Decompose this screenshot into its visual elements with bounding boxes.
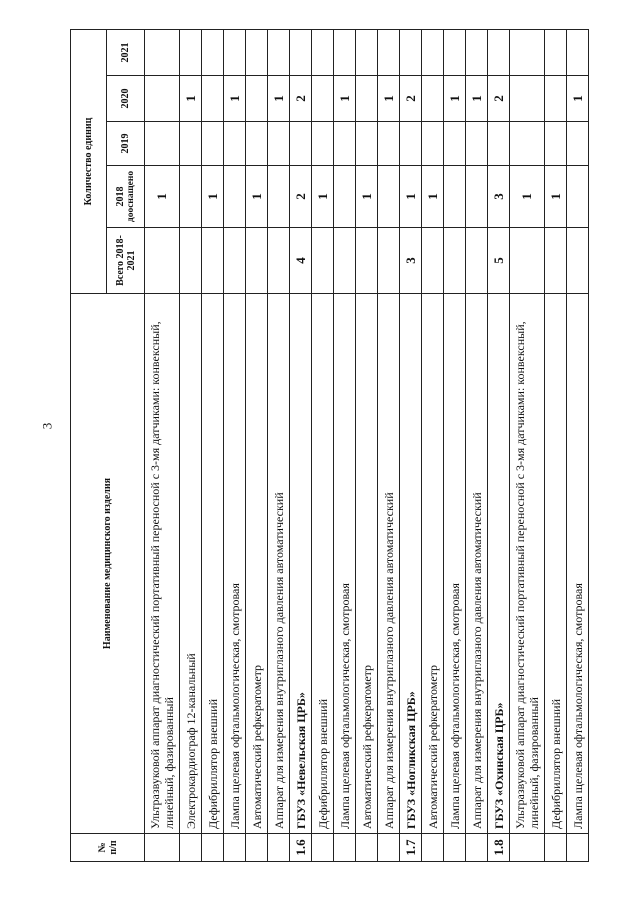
cell-y2021 <box>268 30 290 76</box>
cell-no <box>444 834 466 862</box>
cell-no <box>202 834 224 862</box>
cell-name: ГБУЗ «Невельская ЦРБ» <box>290 294 312 834</box>
cell-total: 5 <box>488 228 510 294</box>
cell-y2020: 1 <box>180 76 202 122</box>
cell-total <box>378 228 400 294</box>
cell-name: Лампа щелевая офтальмологическая, смотровая <box>334 294 356 834</box>
cell-name: Автоматический рефкератометр <box>246 294 268 834</box>
header-2020: 2020 <box>107 76 145 122</box>
cell-y2018 <box>567 166 589 228</box>
cell-y2020 <box>510 76 545 122</box>
cell-total <box>444 228 466 294</box>
cell-y2019 <box>356 122 378 166</box>
cell-y2020: 1 <box>466 76 488 122</box>
header-2018-sub: дооснащено <box>125 170 136 223</box>
cell-y2019 <box>545 122 567 166</box>
cell-y2021 <box>422 30 444 76</box>
table-row <box>268 30 290 862</box>
table-header <box>71 30 145 862</box>
cell-name: Автоматический рефкератометр <box>422 294 444 834</box>
cell-y2020 <box>545 76 567 122</box>
cell-total <box>202 228 224 294</box>
cell-y2018: 1 <box>422 166 444 228</box>
cell-name: Дефибриллятор внешний <box>545 294 567 834</box>
cell-name: Ультразвуковой аппарат диагностический портативный переносной с 3-мя датчиками: конвексный, линейный, фазированный <box>145 294 180 834</box>
cell-y2021 <box>334 30 356 76</box>
cell-y2019 <box>180 122 202 166</box>
header-2021: 2021 <box>107 30 145 76</box>
cell-total: 3 <box>400 228 422 294</box>
cell-y2019 <box>224 122 246 166</box>
cell-total <box>145 228 180 294</box>
cell-y2018: 1 <box>356 166 378 228</box>
cell-name: Аппарат для измерения внутриглазного давления автоматический <box>268 294 290 834</box>
cell-y2020: 1 <box>378 76 400 122</box>
cell-y2018: 2 <box>290 166 312 228</box>
cell-y2021 <box>488 30 510 76</box>
cell-total: 4 <box>290 228 312 294</box>
cell-name: Дефибриллятор внешний <box>312 294 334 834</box>
cell-y2020 <box>246 76 268 122</box>
cell-total <box>545 228 567 294</box>
cell-y2019 <box>290 122 312 166</box>
cell-total <box>312 228 334 294</box>
table-row <box>246 30 268 862</box>
cell-y2019 <box>268 122 290 166</box>
cell-no <box>312 834 334 862</box>
cell-no <box>422 834 444 862</box>
cell-no <box>510 834 545 862</box>
cell-no <box>356 834 378 862</box>
cell-y2019 <box>444 122 466 166</box>
cell-y2020: 1 <box>334 76 356 122</box>
cell-y2020 <box>145 76 180 122</box>
cell-total <box>246 228 268 294</box>
cell-no <box>145 834 180 862</box>
table-row <box>545 30 567 862</box>
page-number: 3 <box>39 422 55 430</box>
cell-total <box>224 228 246 294</box>
table-row <box>145 30 180 862</box>
cell-y2019 <box>422 122 444 166</box>
cell-no: 1.7 <box>400 834 422 862</box>
cell-name: Аппарат для измерения внутриглазного давления автоматический <box>466 294 488 834</box>
cell-y2018: 1 <box>202 166 224 228</box>
table-row <box>510 30 545 862</box>
cell-y2021 <box>290 30 312 76</box>
cell-y2018: 1 <box>545 166 567 228</box>
cell-no <box>334 834 356 862</box>
table-row <box>334 30 356 862</box>
cell-no <box>246 834 268 862</box>
cell-no <box>466 834 488 862</box>
cell-name: Аппарат для измерения внутриглазного давления автоматический <box>378 294 400 834</box>
cell-name: Лампа щелевая офтальмологическая, смотровая <box>444 294 466 834</box>
cell-name: Лампа щелевая офтальмологическая, смотровая <box>224 294 246 834</box>
table-row <box>356 30 378 862</box>
cell-y2020: 1 <box>444 76 466 122</box>
cell-no: 1.6 <box>290 834 312 862</box>
cell-y2019 <box>246 122 268 166</box>
header-2018-year: 2018 <box>114 186 126 207</box>
cell-y2018 <box>180 166 202 228</box>
table-row <box>180 30 202 862</box>
cell-total <box>567 228 589 294</box>
table-row <box>312 30 334 862</box>
cell-name: ГБУЗ «Ногликская ЦРБ» <box>400 294 422 834</box>
cell-total <box>422 228 444 294</box>
cell-y2018: 1 <box>400 166 422 228</box>
table-row <box>202 30 224 862</box>
cell-y2021 <box>545 30 567 76</box>
cell-y2020 <box>422 76 444 122</box>
cell-y2018: 1 <box>312 166 334 228</box>
cell-total <box>510 228 545 294</box>
cell-name: Автоматический рефкератометр <box>356 294 378 834</box>
table-row <box>378 30 400 862</box>
cell-y2021 <box>444 30 466 76</box>
organization-row <box>488 30 510 862</box>
cell-y2020: 1 <box>224 76 246 122</box>
cell-name: ГБУЗ «Охинская ЦРБ» <box>488 294 510 834</box>
cell-y2019 <box>202 122 224 166</box>
cell-y2019 <box>400 122 422 166</box>
cell-y2021 <box>312 30 334 76</box>
cell-y2020: 1 <box>567 76 589 122</box>
cell-name: Дефибриллятор внешний <box>202 294 224 834</box>
cell-y2019 <box>312 122 334 166</box>
rotated-table-container <box>70 30 585 862</box>
cell-no <box>180 834 202 862</box>
cell-y2018 <box>378 166 400 228</box>
cell-y2018: 1 <box>510 166 545 228</box>
cell-y2019 <box>334 122 356 166</box>
cell-y2020 <box>202 76 224 122</box>
cell-y2021 <box>510 30 545 76</box>
header-2019: 2019 <box>107 122 145 166</box>
cell-y2021 <box>400 30 422 76</box>
cell-y2020: 2 <box>400 76 422 122</box>
cell-y2019 <box>378 122 400 166</box>
cell-y2021 <box>224 30 246 76</box>
cell-no: 1.8 <box>488 834 510 862</box>
cell-y2019 <box>466 122 488 166</box>
cell-total <box>466 228 488 294</box>
cell-y2019 <box>567 122 589 166</box>
cell-y2021 <box>246 30 268 76</box>
cell-no <box>567 834 589 862</box>
cell-total <box>356 228 378 294</box>
header-2018 <box>107 166 145 228</box>
table-body <box>145 30 589 862</box>
cell-y2018: 1 <box>246 166 268 228</box>
cell-y2021 <box>202 30 224 76</box>
organization-row <box>400 30 422 862</box>
header-name: Наименование медицинского изделия <box>71 294 145 834</box>
table-row <box>466 30 488 862</box>
cell-y2018: 3 <box>488 166 510 228</box>
cell-y2019 <box>488 122 510 166</box>
cell-name: Электрокардиограф 12-канальный <box>180 294 202 834</box>
cell-name: Ультразвуковой аппарат диагностический портативный переносной с 3-мя датчиками: конвексный, линейный, фазированный <box>510 294 545 834</box>
cell-total <box>180 228 202 294</box>
table-row <box>224 30 246 862</box>
cell-no <box>224 834 246 862</box>
cell-y2020: 2 <box>488 76 510 122</box>
cell-total <box>334 228 356 294</box>
header-total: Всего 2018-2021 <box>107 228 145 294</box>
cell-y2021 <box>180 30 202 76</box>
cell-no <box>545 834 567 862</box>
header-qty: Количество единиц <box>71 30 107 294</box>
cell-y2021 <box>145 30 180 76</box>
table-row <box>422 30 444 862</box>
cell-y2019 <box>145 122 180 166</box>
cell-y2020 <box>356 76 378 122</box>
cell-name: Лампа щелевая офтальмологическая, смотровая <box>567 294 589 834</box>
cell-y2021 <box>378 30 400 76</box>
cell-y2020: 2 <box>290 76 312 122</box>
cell-no <box>268 834 290 862</box>
cell-y2021 <box>356 30 378 76</box>
cell-y2019 <box>510 122 545 166</box>
cell-total <box>268 228 290 294</box>
organization-row <box>290 30 312 862</box>
equipment-table <box>70 29 589 862</box>
cell-y2018 <box>334 166 356 228</box>
cell-y2018 <box>268 166 290 228</box>
header-no: № п/п <box>71 834 145 862</box>
cell-y2018: 1 <box>145 166 180 228</box>
cell-y2018 <box>444 166 466 228</box>
cell-y2021 <box>567 30 589 76</box>
table-row <box>567 30 589 862</box>
cell-no <box>378 834 400 862</box>
cell-y2018 <box>224 166 246 228</box>
cell-y2021 <box>466 30 488 76</box>
table-row <box>444 30 466 862</box>
cell-y2020: 1 <box>268 76 290 122</box>
cell-y2018 <box>466 166 488 228</box>
cell-y2020 <box>312 76 334 122</box>
